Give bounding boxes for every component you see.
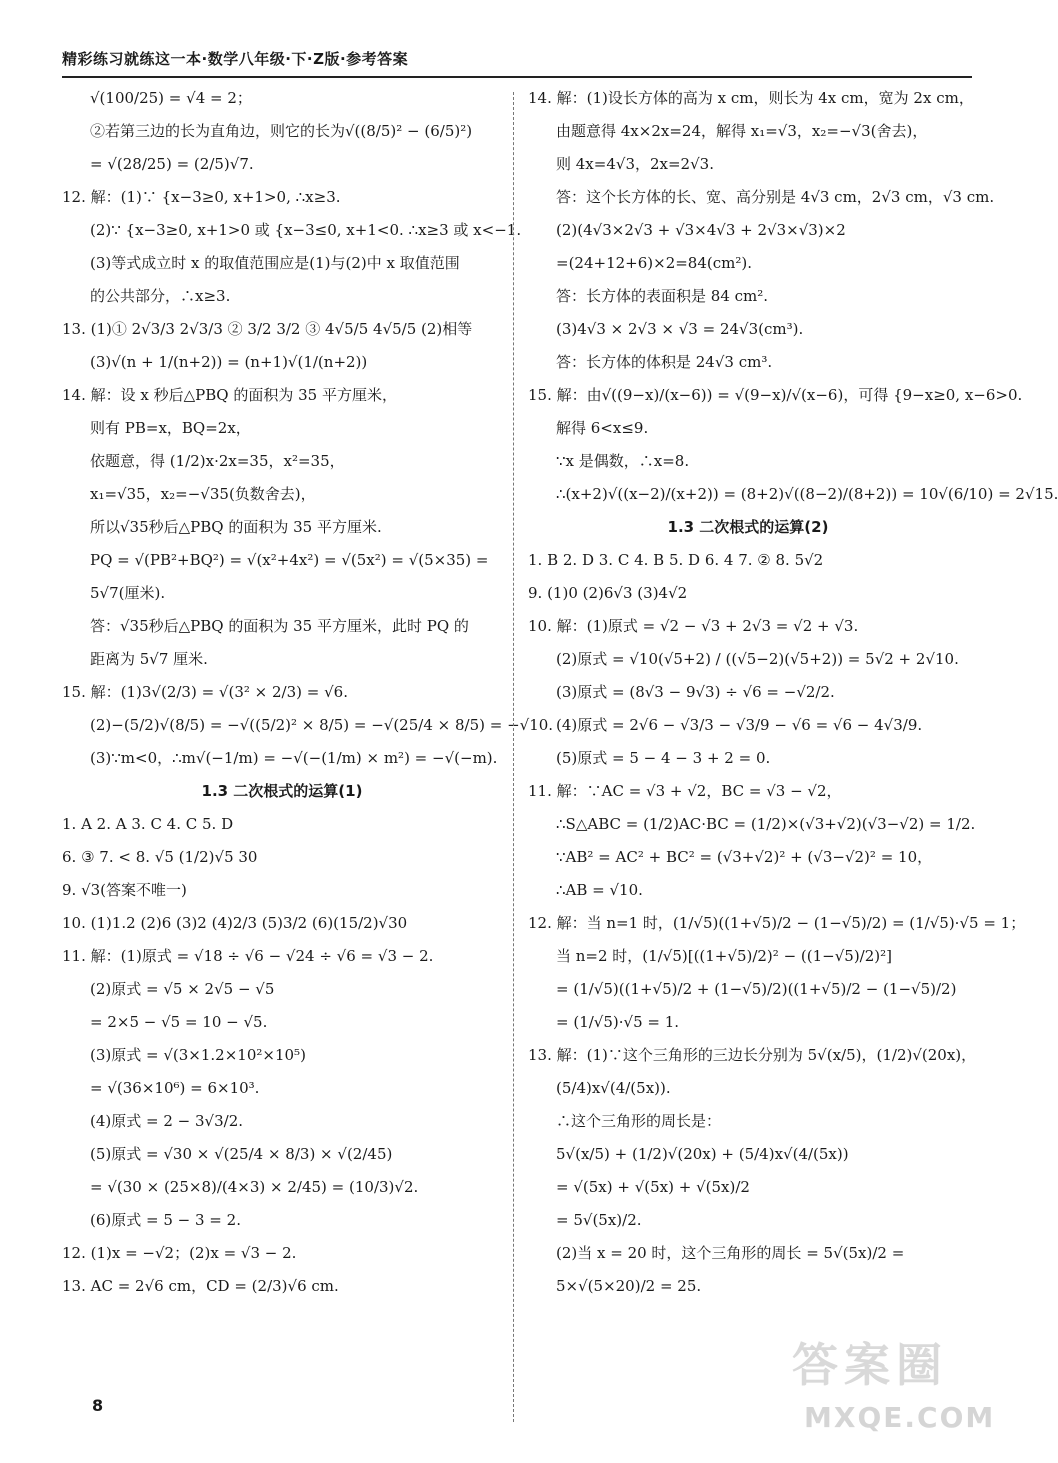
answer-line: (3)∵m<0，∴m√(−1/m) = −√(−(1/m) × m²) = −√(−m). [90,749,498,767]
answer-line: = √(5x) + √(5x) + √(5x)/2 [556,1178,750,1196]
answer-line: ②若第三边的长为直角边，则它的长为√((8/5)² − (6/5)²) [90,122,473,140]
answer-line: (3)等式成立时 x 的取值范围应是(1)与(2)中 x 取值范围 [90,254,460,272]
answer-line: 5√7(厘米). [90,584,166,602]
watermark-logo [792,1329,996,1441]
answer-line: 5×√(5×20)/2 = 25. [556,1277,702,1295]
answer-line: 答：长方体的表面积是 84 cm². [556,287,769,305]
watermark-url: MXQE.COM [804,1401,996,1434]
answer-line: = 5√(5x)/2. [556,1211,642,1229]
answer-line: 12. 解：(1)∵ {x−3≥0, x+1>0, ∴x≥3. [62,188,341,206]
answer-line: ∴S△ABC = (1/2)AC·BC = (1/2)×(√3+√2)(√3−√2) = 1/2. [556,815,976,833]
answer-line: 解得 6<x≤9. [556,419,649,437]
section-heading: 1.3 二次根式的运算(2) [667,518,829,536]
answer-line: 10. 解：(1)原式 = √2 − √3 + 2√3 = √2 + √3. [528,617,859,635]
answer-line: 9. √3(答案不唯一) [62,881,187,899]
header-title: 精彩练习就练这一本·数学八年级·下·Z版·参考答案 [62,50,409,68]
answer-line: (5/4)x√(4/(5x)). [556,1079,671,1097]
answer-line: x₁=√35，x₂=−√35(负数舍去)， [90,485,316,503]
answer-line: = √(36×10⁶) = 6×10³. [90,1079,260,1097]
answer-line: 13. (1)① 2√3/3 2√3/3 ② 3/2 3/2 ③ 4√5/5 4√5/5 (2)相等 [62,320,473,338]
answer-line: ∴这个三角形的周长是： [556,1112,722,1130]
answer-line: 当 n=2 时，(1/√5)[((1+√5)/2)² − ((1−√5)/2)²] [556,947,892,965]
page-number: 8 [92,1396,104,1415]
page-header [62,48,972,78]
answer-line: 由题意得 4x×2x=24，解得 x₁=√3，x₂=−√3(舍去)， [556,122,928,140]
answer-line: ∵x 是偶数，∴x=8. [556,452,690,470]
answer-line: 11. 解：∵AC = √3 + √2，BC = √3 − √2， [528,782,842,800]
answer-line: (4)原式 = 2√6 − √3/3 − √3/9 − √6 = √6 − 4√3/9. [556,716,923,734]
answer-line: ∴(x+2)√((x−2)/(x+2)) = (8+2)√((8−2)/(8+2)) = 10√(6/10) = 2√15. [556,485,1058,503]
answer-line: 则 4x=4√3，2x=2√3. [556,155,714,173]
answer-line: 15. 解：(1)3√(2/3) = √(3² × 2/3) = √6. [62,683,348,701]
answer-line: = (1/√5)((1+√5)/2 + (1−√5)/2)((1+√5)/2 − (1−√5)/2) [556,980,957,998]
answer-line: 9. (1)0 (2)6√3 (3)4√2 [528,584,688,602]
watermark-text: 答案圈 [792,1338,948,1392]
answer-line: (2)原式 = √10(√5+2) / ((√5−2)(√5+2)) = 5√2 + 2√10. [556,650,959,668]
answer-line: 14. 解：(1)设长方体的高为 x cm，则长为 4x cm，宽为 2x cm， [528,89,974,107]
answer-line: (3)4√3 × 2√3 × √3 = 24√3(cm³). [556,320,804,338]
answer-line: ∵AB² = AC² + BC² = (√3+√2)² + (√3−√2)² = 10， [556,848,933,866]
answer-line: (2)(4√3×2√3 + √3×4√3 + 2√3×√3)×2 [556,221,846,239]
answer-line: 11. 解：(1)原式 = √18 ÷ √6 − √24 ÷ √6 = √3 − 2. [62,947,434,965]
answer-line: 12. (1)x = −√2；(2)x = √3 − 2. [62,1244,297,1262]
answer-line: 距离为 5√7 厘米. [90,650,208,668]
answer-line: =(24+12+6)×2=84(cm²). [556,254,753,272]
answer-line: (3)原式 = (8√3 − 9√3) ÷ √6 = −√2/2. [556,683,835,701]
answer-line: PQ = √(PB²+BQ²) = √(x²+4x²) = √(5x²) = √(5×35) = [90,551,489,569]
answer-line: (5)原式 = 5 − 4 − 3 + 2 = 0. [556,749,771,767]
answer-line: 答：长方体的体积是 24√3 cm³. [556,353,773,371]
answer-line: 5√(x/5) + (1/2)√(20x) + (5/4)x√(4/(5x)) [556,1145,849,1163]
answer-line: = 2×5 − √5 = 10 − √5. [90,1013,268,1031]
answer-line: 15. 解：由√((9−x)/(x−6)) = √(9−x)/√(x−6)，可得 {9−x≥0, x−6>0. [528,386,1023,404]
answer-line: (5)原式 = √30 × √(25/4 × 8/3) × √(2/45) [90,1145,393,1163]
answer-line: 答：这个长方体的长、宽、高分别是 4√3 cm，2√3 cm，√3 cm. [556,188,995,206]
left-column [62,82,554,1303]
answer-line: 1. A 2. A 3. C 4. C 5. D [62,815,234,833]
answer-line: (2)∵ {x−3≥0, x+1>0 或 {x−3≤0, x+1<0. ∴x≥3 或 x<−1. [90,221,522,239]
answer-line: (2)原式 = √5 × 2√5 − √5 [90,980,275,998]
answer-line: 13. 解：(1)∵这个三角形的三边长分别为 5√(x/5)，(1/2)√(20x)， [528,1046,977,1064]
answer-line: (2)当 x = 20 时，这个三角形的周长 = 5√(5x)/2 = [556,1244,905,1262]
answer-line: 6. ③ 7. < 8. √5 (1/2)√5 30 [62,848,258,866]
answer-line: ∴AB = √10. [556,881,643,899]
answer-line: 13. AC = 2√6 cm，CD = (2/3)√6 cm. [62,1277,339,1295]
answer-line: 1. B 2. D 3. C 4. B 5. D 6. 4 7. ② 8. 5√2 [528,551,824,569]
answer-line: 14. 解：设 x 秒后△PBQ 的面积为 35 平方厘米， [62,386,397,404]
right-column [528,82,1058,1303]
answer-line: = √(30 × (25×8)/(4×3) × 2/45) = (10/3)√2. [90,1178,419,1196]
answer-line: (4)原式 = 2 − 3√3/2. [90,1112,244,1130]
answer-line: 依题意，得 (1/2)x·2x=35，x²=35， [90,452,345,470]
answer-line: = (1/√5)·√5 = 1. [556,1013,680,1031]
answer-line: (3)√(n + 1/(n+2)) = (n+1)√(1/(n+2)) [90,353,368,371]
answer-line: 10. (1)1.2 (2)6 (3)2 (4)2/3 (5)3/2 (6)(15/2)√30 [62,914,408,932]
answer-line: 12. 解：当 n=1 时，(1/√5)((1+√5)/2 − (1−√5)/2) = (1/√5)·√5 = 1； [528,914,1026,932]
section-heading: 1.3 二次根式的运算(1) [201,782,363,800]
answer-line: √(100/25) = √4 = 2； [90,89,252,107]
answer-line: (2)−(5/2)√(8/5) = −√((5/2)² × 8/5) = −√(25/4 × 8/5) = −√10. [90,716,554,734]
answer-line: 答：√35秒后△PBQ 的面积为 35 平方厘米，此时 PQ 的 [90,617,469,635]
answer-line: 所以√35秒后△PBQ 的面积为 35 平方厘米. [90,518,382,536]
answer-line: (3)原式 = √(3×1.2×10²×10⁵) [90,1046,306,1064]
answer-line: = √(28/25) = (2/5)√7. [90,155,254,173]
answer-line: (6)原式 = 5 − 3 = 2. [90,1211,241,1229]
answer-line: 的公共部分，∴x≥3. [90,287,231,305]
column-divider [513,92,514,1422]
answer-line: 则有 PB=x，BQ=2x， [90,419,251,437]
